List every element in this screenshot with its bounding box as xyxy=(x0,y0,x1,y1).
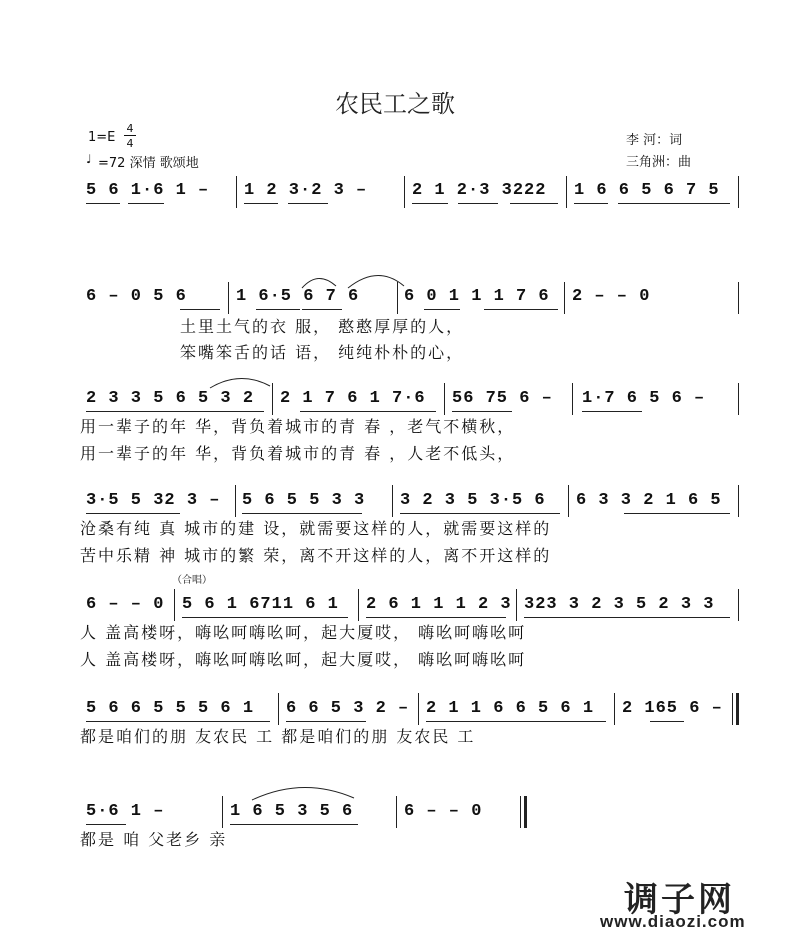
beam xyxy=(458,203,498,204)
row1-measure1: 5 6 1·6 1 – xyxy=(86,181,210,200)
row5-measure2: 5 6 1 6711 6 1 xyxy=(182,595,339,614)
beam xyxy=(302,309,342,310)
barline xyxy=(222,796,223,828)
beam xyxy=(286,721,366,722)
row4-lyrics-1: 沧桑有纯 真 城市的建 设，就需要这样的人，就需要这样的 xyxy=(80,519,552,538)
barline xyxy=(418,693,419,725)
row3-measure3: 56 75 6 – xyxy=(452,389,553,408)
row5-measure4: 323 3 2 3 5 2 3 3 xyxy=(524,595,715,614)
row3-lyrics-2: 用一辈子的年 华，背负着城市的青 春 ，人老不低头， xyxy=(80,444,516,463)
beam xyxy=(86,411,264,412)
watermark-logo: 调子网 xyxy=(624,881,735,919)
beam xyxy=(484,309,558,310)
row7-lyrics-1: 都是 咱 父老乡 亲 xyxy=(80,830,228,849)
beam xyxy=(582,411,642,412)
beam xyxy=(400,513,560,514)
barline xyxy=(738,383,739,415)
row6-measure1: 5 6 6 5 5 5 6 1 xyxy=(86,699,255,718)
barline xyxy=(516,589,517,621)
barline xyxy=(392,485,393,517)
barline xyxy=(174,589,175,621)
barline xyxy=(396,796,397,828)
beam xyxy=(230,824,358,825)
row1-measure3: 2 1 2·3 3222 xyxy=(412,181,547,200)
beam xyxy=(366,617,506,618)
beam xyxy=(242,513,362,514)
row6-measure3: 2 1 1 6 6 5 6 1 xyxy=(426,699,595,718)
tie-slur xyxy=(298,268,408,290)
barline xyxy=(572,383,573,415)
row4-measure3: 3 2 3 5 3·5 6 xyxy=(400,491,546,510)
row1-measure4: 1 6 6 5 6 7 5 xyxy=(574,181,720,200)
composer-credit: 三角洲：曲 xyxy=(626,155,692,170)
barline xyxy=(236,176,237,208)
beam xyxy=(86,721,270,722)
row7-measure2: 1 6 5 3 5 6 xyxy=(230,802,354,821)
time-signature-rule xyxy=(124,135,136,136)
barline xyxy=(358,589,359,621)
beam xyxy=(180,309,220,310)
beam xyxy=(510,203,558,204)
watermark-url: www.diaozi.com xyxy=(600,912,746,931)
row1-measure2: 1 2 3·2 3 – xyxy=(244,181,368,200)
lyricist-credit: 李 河：词 xyxy=(626,133,683,148)
beam xyxy=(256,309,300,310)
beam xyxy=(412,203,448,204)
row7-measure3: 6 – – 0 xyxy=(404,802,483,821)
beam xyxy=(288,203,328,204)
beam xyxy=(650,721,684,722)
chorus-label: （合唱） xyxy=(172,575,212,586)
tempo-note-icon: ♩ xyxy=(86,152,92,166)
barline xyxy=(568,485,569,517)
barline xyxy=(614,693,615,725)
beam xyxy=(86,513,180,514)
row2-lyrics-2: 笨嘴笨舌的话 语， 纯纯朴朴的心， xyxy=(180,343,465,362)
beam xyxy=(86,203,120,204)
barline xyxy=(235,485,236,517)
barline xyxy=(404,176,405,208)
row5-lyrics-1: 人 盖高楼呀，嗨吆呵嗨吆呵，起大厦哎， 嗨吆呵嗨吆呵 xyxy=(80,623,527,642)
row6-lyrics-1: 都是咱们的朋 友农民 工 都是咱们的朋 友农民 工 xyxy=(80,727,476,746)
barline xyxy=(738,176,739,208)
row5-measure1: 6 – – 0 xyxy=(86,595,165,614)
row2-measure3: 6 0 1 1 1 7 6 xyxy=(404,287,550,306)
beam xyxy=(574,203,608,204)
repeat-barline xyxy=(732,693,739,725)
beam xyxy=(624,513,730,514)
beam xyxy=(244,203,278,204)
barline xyxy=(278,693,279,725)
beam xyxy=(300,411,436,412)
time-signature-bottom: 4 xyxy=(126,137,134,150)
beam xyxy=(182,617,348,618)
tie-slur xyxy=(248,780,358,802)
row3-lyrics-1: 用一辈子的年 华，背负着城市的青 春 ，老气不横秋， xyxy=(80,417,516,436)
beam xyxy=(128,203,164,204)
tempo-marking: =72 深情 歌颂地 xyxy=(98,156,199,171)
row4-lyrics-2: 苦中乐精 神 城市的繁 荣，离不开这样的人，离不开这样的 xyxy=(80,546,552,565)
beam xyxy=(424,309,460,310)
beam xyxy=(524,617,730,618)
row6-measure4: 2 165 6 – xyxy=(622,699,723,718)
barline xyxy=(444,383,445,415)
beam xyxy=(86,824,126,825)
time-signature-top: 4 xyxy=(126,122,134,135)
row5-measure3: 2 6 1 1 1 2 3 xyxy=(366,595,512,614)
row3-measure1: 2 3 3 5 6 5 3 2 xyxy=(86,389,255,408)
final-barline xyxy=(520,796,527,828)
row3-measure4: 1·7 6 5 6 – xyxy=(582,389,706,408)
barline xyxy=(228,282,229,314)
row4-measure4: 6 3 3 2 1 6 5 xyxy=(576,491,722,510)
row4-measure1: 3·5 5 32 3 – xyxy=(86,491,221,510)
barline xyxy=(738,485,739,517)
beam xyxy=(452,411,512,412)
row6-measure2: 6 6 5 3 2 – xyxy=(286,699,410,718)
beam xyxy=(426,721,606,722)
row2-measure2: 1 6·5 6 7 6 xyxy=(236,287,360,306)
tie-slur xyxy=(206,370,276,390)
row2-measure1: 6 – 0 5 6 xyxy=(86,287,187,306)
row5-lyrics-2: 人 盖高楼呀，嗨吆呵嗨吆呵，起大厦哎， 嗨吆呵嗨吆呵 xyxy=(80,650,527,669)
row7-measure1: 5·6 1 – xyxy=(86,802,165,821)
row2-measure4: 2 – – 0 xyxy=(572,287,651,306)
barline xyxy=(564,282,565,314)
barline xyxy=(738,589,739,621)
beam xyxy=(618,203,730,204)
row3-measure2: 2 1 7 6 1 7·6 xyxy=(280,389,426,408)
barline xyxy=(566,176,567,208)
barline xyxy=(738,282,739,314)
song-title: 农民工之歌 xyxy=(335,90,455,118)
row4-measure2: 5 6 5 5 3 3 xyxy=(242,491,366,510)
key-signature: 1=E xyxy=(88,130,116,145)
row2-lyrics-1: 土里土气的衣 服， 憨憨厚厚的人， xyxy=(180,317,465,336)
